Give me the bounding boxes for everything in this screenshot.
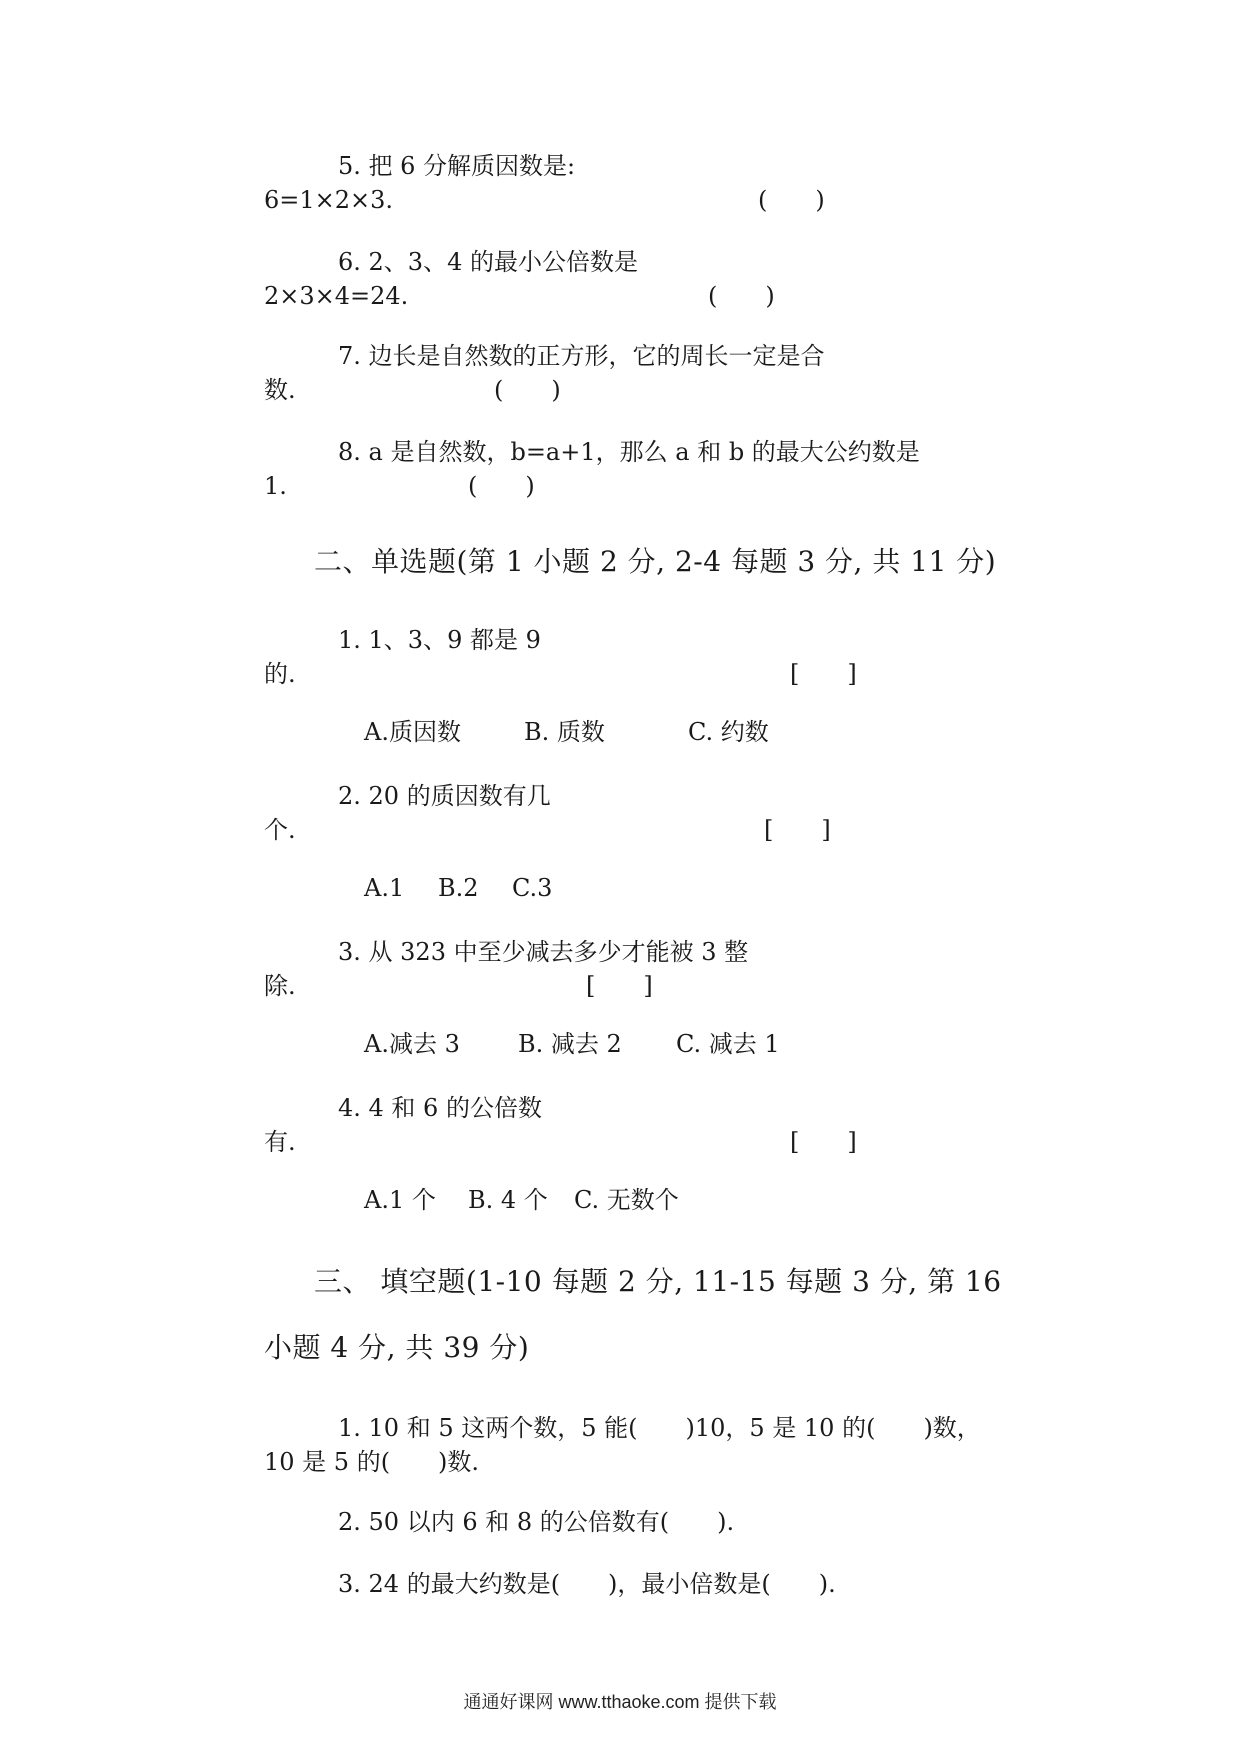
question-text: 6. 2、3、4 的最小公倍数是 — [338, 248, 638, 276]
question-text-continued: 2×3×4=24. — [264, 282, 409, 310]
question-text: 1. 10 和 5 这两个数，5 能( )10，5 是 10 的( )数， — [338, 1414, 981, 1442]
question-text: 8. a 是自然数，b=a+1，那么 a 和 b 的最大公约数是 — [338, 438, 920, 466]
choice-option-c: C. 减去 1 — [676, 1030, 780, 1058]
question-text-continued: 的. — [264, 660, 296, 688]
question-text: 7. 边长是自然数的正方形，它的周长一定是合 — [338, 342, 825, 370]
choice-option-a: A.质因数 — [364, 718, 461, 746]
question-text-continued: 个. — [264, 816, 296, 844]
choice-option-a: A.1 — [364, 874, 405, 902]
answer-brackets: [ ] — [586, 972, 653, 1000]
choice-option-b: B.2 — [438, 874, 479, 902]
question-text: 4. 4 和 6 的公倍数 — [338, 1094, 542, 1122]
answer-brackets: [ ] — [790, 660, 857, 688]
choice-option-c: C. 无数个 — [574, 1186, 679, 1214]
section-heading-single-choice: 二、单选题(第 1 小题 2 分, 2-4 每题 3 分, 共 11 分) — [314, 545, 997, 578]
answer-brackets: [ ] — [790, 1128, 857, 1156]
choice-option-c: C.3 — [512, 874, 553, 902]
question-text-continued: 6=1×2×3. — [264, 186, 394, 214]
question-text-continued: 有. — [264, 1128, 296, 1156]
question-text: 2. 50 以内 6 和 8 的公倍数有( ). — [338, 1508, 735, 1536]
question-text: 1. 1、3、9 都是 9 — [338, 626, 541, 654]
question-text: 3. 从 323 中至少减去多少才能被 3 整 — [338, 938, 749, 966]
answer-parentheses: ( ) — [758, 186, 825, 214]
section-heading-fill-blank-continued: 小题 4 分, 共 39 分) — [264, 1331, 530, 1364]
question-text-continued: 数. — [264, 376, 296, 404]
choice-option-c: C. 约数 — [688, 718, 769, 746]
question-text-continued: 10 是 5 的( )数. — [264, 1448, 480, 1476]
choice-option-b: B. 质数 — [524, 718, 605, 746]
choice-option-a: A.1 个 — [364, 1186, 436, 1214]
question-text: 5. 把 6 分解质因数是: — [338, 152, 576, 180]
question-text-continued: 1. — [264, 472, 287, 500]
answer-parentheses: ( ) — [494, 376, 561, 404]
question-text: 2. 20 的质因数有几 — [338, 782, 551, 810]
answer-parentheses: ( ) — [468, 472, 535, 500]
question-text: 3. 24 的最大约数是( )，最小倍数是( ). — [338, 1570, 836, 1598]
answer-brackets: [ ] — [764, 816, 831, 844]
answer-parentheses: ( ) — [708, 282, 775, 310]
page-footer: 通通好课网 www.tthaoke.com 提供下载 — [463, 1692, 777, 1712]
choice-option-b: B. 减去 2 — [518, 1030, 622, 1058]
section-heading-fill-blank: 三、 填空题(1-10 每题 2 分, 11-15 每题 3 分, 第 16 — [314, 1265, 1002, 1298]
choice-option-b: B. 4 个 — [468, 1186, 548, 1214]
question-text-continued: 除. — [264, 972, 296, 1000]
choice-option-a: A.减去 3 — [364, 1030, 460, 1058]
